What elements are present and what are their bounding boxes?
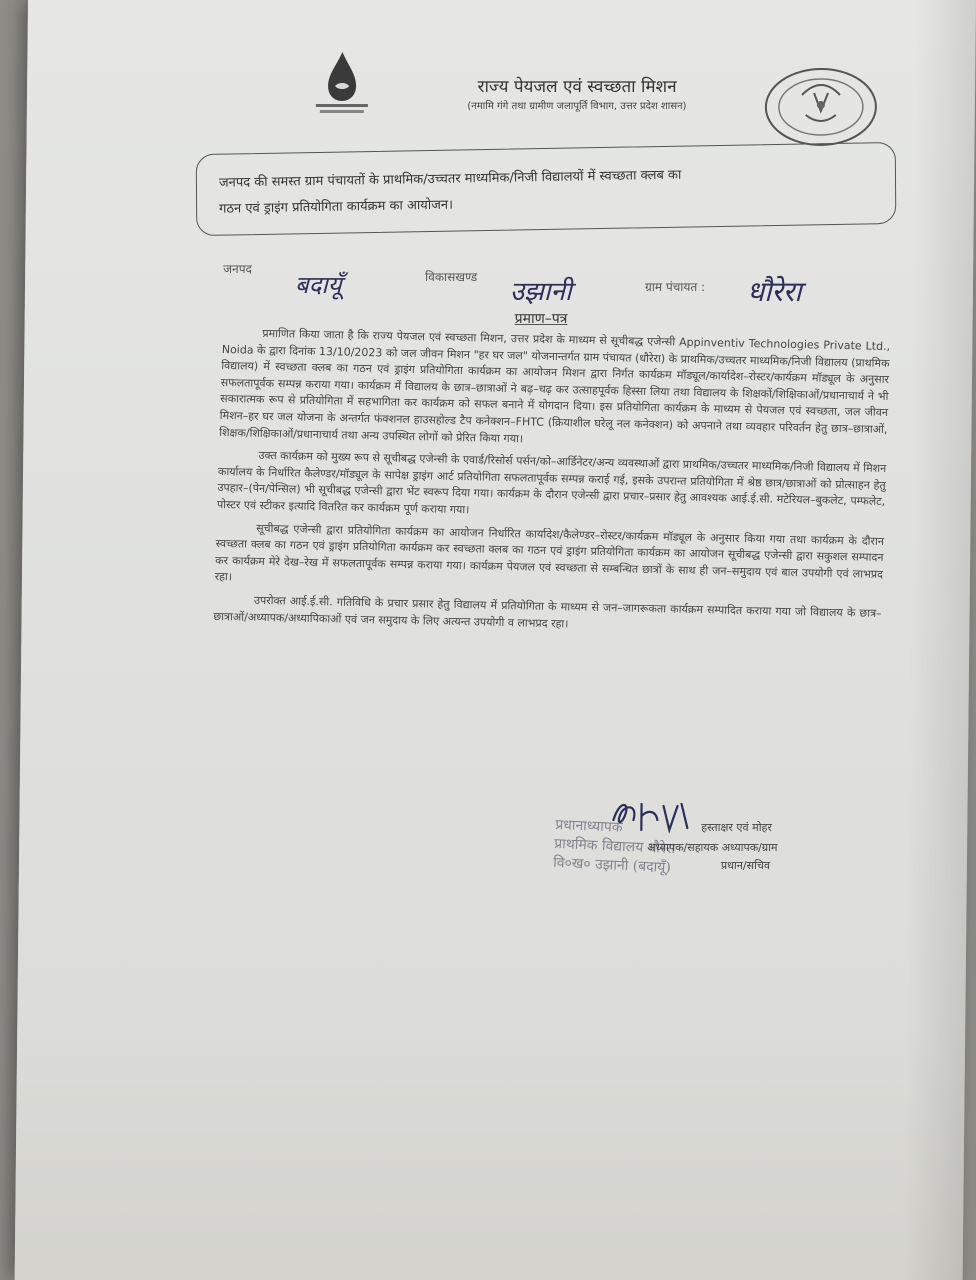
signatory-designation: अध्यापक/सहायक अध्यापक/ग्राम (647, 841, 778, 854)
water-drop-logo-icon (302, 48, 383, 118)
banner-line-2: गठन एवं ड्राइंग प्रतियोगिता कार्यक्रम का आयोजन। (219, 197, 454, 217)
page-shadow (903, 0, 976, 1280)
organisation-title: राज्य पेयजल एवं स्वच्छता मिशन (477, 77, 677, 97)
body-paragraph-4: उपरोक्त आई.ई.सी. गतिविधि के प्रचार प्रसार हेतु विद्यालय में प्रतियोगिता के माध्यम से जन–जागरूकता कार्यक्रम सम्पादित कराया गया जो विद्यालय के छात्र–छात्राओं/अध्यापक/अध्यापिकाओं एवं जन समुदाय के लिए अत्यन्त उपयोगी व लाभप्रद रहा। (213, 593, 882, 630)
stamp-line-1: प्रधानाध्यापक (554, 816, 623, 836)
subject-banner (196, 142, 897, 236)
banner-line-1: जनपद की समस्त ग्राम पंचायतों के प्राथमिक/उच्चतर माध्यमिक/निजी विद्यालयों में स्वच्छता क्लब का (218, 167, 682, 191)
body-paragraph-1: प्रमाणित किया जाता है कि राज्य पेयजल एवं स्वच्छता मिशन, उत्तर प्रदेश के माध्यम से सूचीबद्ध एजेन्सी Appinventiv Technologies Private Ltd., Noida के द्वारा दिनांक 13/10/2023 को जल जीवन मिशन "हर घर जल" योजनान्तर्गत ग्राम पंचायत (धौरेरा) के प्राथमिक/उच्चतर माध्यमिक/निजी विद्यालय (प्राथमिक विद्यालय) में स्वच्छता क्लब का गठन एवं ड्राइंग प्रतियोगिता कार्यक्रम का आयोजन मिशन द्वारा निर्गत कार्यक्रम मॉड्यूल/कार्यादेश–रोस्टर/कार्यक्रम मॉड्यूल के अनुसार सफलतापूर्वक सम्पन्न कराया गया। कार्यक्रम में विद्यालय के छात्र–छात्राओं ने बढ़–चढ़ कर उत्साहपूर्वक हिस्सा लिया तथा विद्यालय के शिक्षकों/शिक्षिकाओं/प्रधानाचार्य ने भी सकारात्मक रूप से प्रतियोगिता में सहभागिता कर कार्यक्रम को सफल बनाने में योगदान दिया। इस प्रतियोगिता कार्यक्रम के माध्यम से पेयजल एवं स्वच्छता, जल जीवन मिशन–हर घर जल योजना के अन्तर्गत फंक्शनल हाउसहोल्ड टैप कनेक्शन–FHTC (क्रियाशील घरेलू नल कनेक्शन) को अपनाने तथा व्यवहार परिवर्तन हेतु छात्र–छात्राओं, शिक्षक/शिक्षिकाओं/प्रधानाचार्य तथा अन्य उपस्थित लोगों को प्रेरित किया गया। (219, 326, 891, 445)
stamp-line-3: वि०ख० उझानी (बदायूँ) (552, 854, 672, 876)
body-paragraph-3: सूचीबद्ध एजेन्सी द्वारा प्रतियोगिता कार्यक्रम का आयोजन निर्धारित कार्यादेश/कैलेण्डर–रोस्टर/कार्यक्रम मॉड्यूल के अनुसार किया गया तथा कार्यक्रम के दौरान स्वच्छता क्लब का गठन एवं ड्राइंग प्रतियोगिता कार्यक्रम कर स्वच्छता क्लब का गठन एवं ड्राइंग प्रतियोगिता कार्यक्रम का आयोजन सूचीबद्ध एजेन्सी द्वारा सकुशल सम्पादन कर कार्यक्रम मेरे देख–रेख में सफलतापूर्वक सम्पन्न कराया गया। कार्यक्रम पेयजल एवं स्वच्छता से सम्बन्धित छात्रों के साथ ही जन–समुदाय एवं बाल उपयोगी एवं लाभप्रद रहा। (214, 521, 885, 584)
certificate-heading: प्रमाण–पत्र (514, 311, 568, 327)
stamp-line-2: प्राथमिक विद्यालय धौरेरा (553, 835, 676, 858)
organisation-subtitle: (नमामि गंगे तथा ग्रामीण जलापूर्ति विभाग, उत्तर प्रदेश शासन) (467, 101, 687, 112)
certificate-page (15, 0, 976, 1280)
district-value: बदायूँ (294, 271, 342, 299)
official-stamp (553, 816, 746, 881)
body-paragraph-2: उक्त कार्यक्रम को मुख्य रूप से सूचीबद्ध एजेन्सी के एवार्ड/रिसोर्स पर्सन/को–आर्डिनेटर/अन्य व्यवस्थाओं द्वारा प्राथमिक/उच्चतर माध्यमिक/निजी विद्यालय में मिशन कार्यालय के निर्धारित कैलेण्डर/मॉड्यूल के सापेक्ष ड्राइंग आर्ट प्रतियोगिता सफलतापूर्वक सम्पन्न कराई गई, इसके उपरान्त प्रतियोगिता में श्रेष्ठ छात्र/छात्राओं को प्रोत्साहन हेतु उपहार–(पेन/पेन्सिल) भी सूचीबद्ध एजेन्सी द्वारा भेंट स्वरूप दिया गया। कार्यक्रम के दौरान एजेन्सी द्वारा प्रचार–प्रसार हेतु आवश्यक आई.ई.सी. मटेरियल–बुकलेट, पम्फलेट, पोस्टर एवं स्टीकर इत्यादि वितरित कर कार्यक्रम पूर्ण कराया गया। (216, 448, 887, 517)
block-value: उझानी (509, 277, 572, 307)
signature-label: हस्ताक्षर एवं मोहर (701, 821, 772, 834)
district-label: जनपद (223, 262, 253, 276)
signatory-designation-2: प्रधान/सचिव (720, 859, 771, 872)
gram-panchayat-value: धौरेरा (746, 275, 802, 308)
block-label: विकासखण्ड (425, 270, 478, 284)
gram-panchayat-label: ग्राम पंचायत : (644, 280, 706, 294)
certificate-body (213, 325, 890, 645)
state-emblem-logo-icon (761, 65, 880, 150)
